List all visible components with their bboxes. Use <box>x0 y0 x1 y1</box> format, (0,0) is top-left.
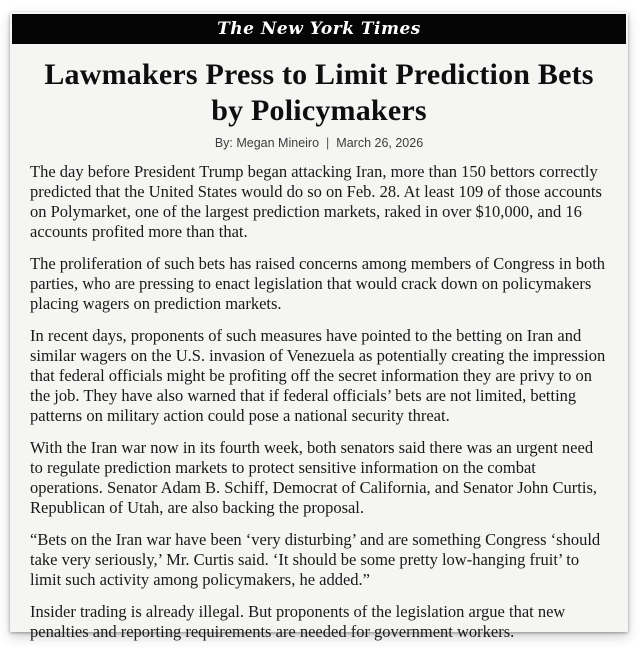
article-paragraph: The proliferation of such bets has raised concerns among members of Congress in both parties, who are pressing to enact legislation that would crack down on policymakers placing wagers on prediction markets. <box>30 254 606 313</box>
byline-author: By: Megan Mineiro <box>214 136 320 150</box>
article-body <box>10 162 628 642</box>
byline-date: March 26, 2026 <box>336 136 424 150</box>
byline-separator: | <box>326 136 330 150</box>
article-paragraph: Insider trading is already illegal. But proponents of the legislation argue that new penalties and reporting requirements are needed for government workers. <box>30 602 566 641</box>
article-paragraph: In recent days, proponents of such measures have pointed to the betting on Iran and similar wagers on the U.S. invasion of Venezuela as potentially creating the impression that federal officials might be profiting off the secret information they are privy to on the job. They have also warned that if federal officials’ bets are not limited, betting patterns on military action could pose a national security threat. <box>30 326 606 425</box>
article-headline: Lawmakers Press to Limit Prediction Bets by Policymakers <box>44 58 594 127</box>
article-byline <box>10 136 628 150</box>
article-card <box>10 12 628 641</box>
nyt-logo: The New York Times <box>217 19 421 39</box>
masthead-banner <box>12 14 626 44</box>
article-paragraph: With the Iran war now in its fourth week, both senators said there was an urgent need to regulate prediction markets to protect sensitive information on the combat operations. Senator Adam B. Schiff, Democrat of California, and Senator John Curtis, Republican of Utah, are also backing the proposal. <box>30 438 598 517</box>
article-paragraph: “Bets on the Iran war have been ‘very disturbing’ and are something Congress ‘should take very seriously,’ Mr. Curtis said. ‘It should be some pretty low-hanging fruit’ to limit such activity among policymakers, he added.” <box>30 530 601 589</box>
article-paragraph: The day before President Trump began attacking Iran, more than 150 bettors correctly predicted that the United States would do so on Feb. 28. At least 109 of those accounts on Polymarket, one of the largest prediction markets, raked in over $10,000, and 16 accounts profited more than that. <box>30 162 602 241</box>
